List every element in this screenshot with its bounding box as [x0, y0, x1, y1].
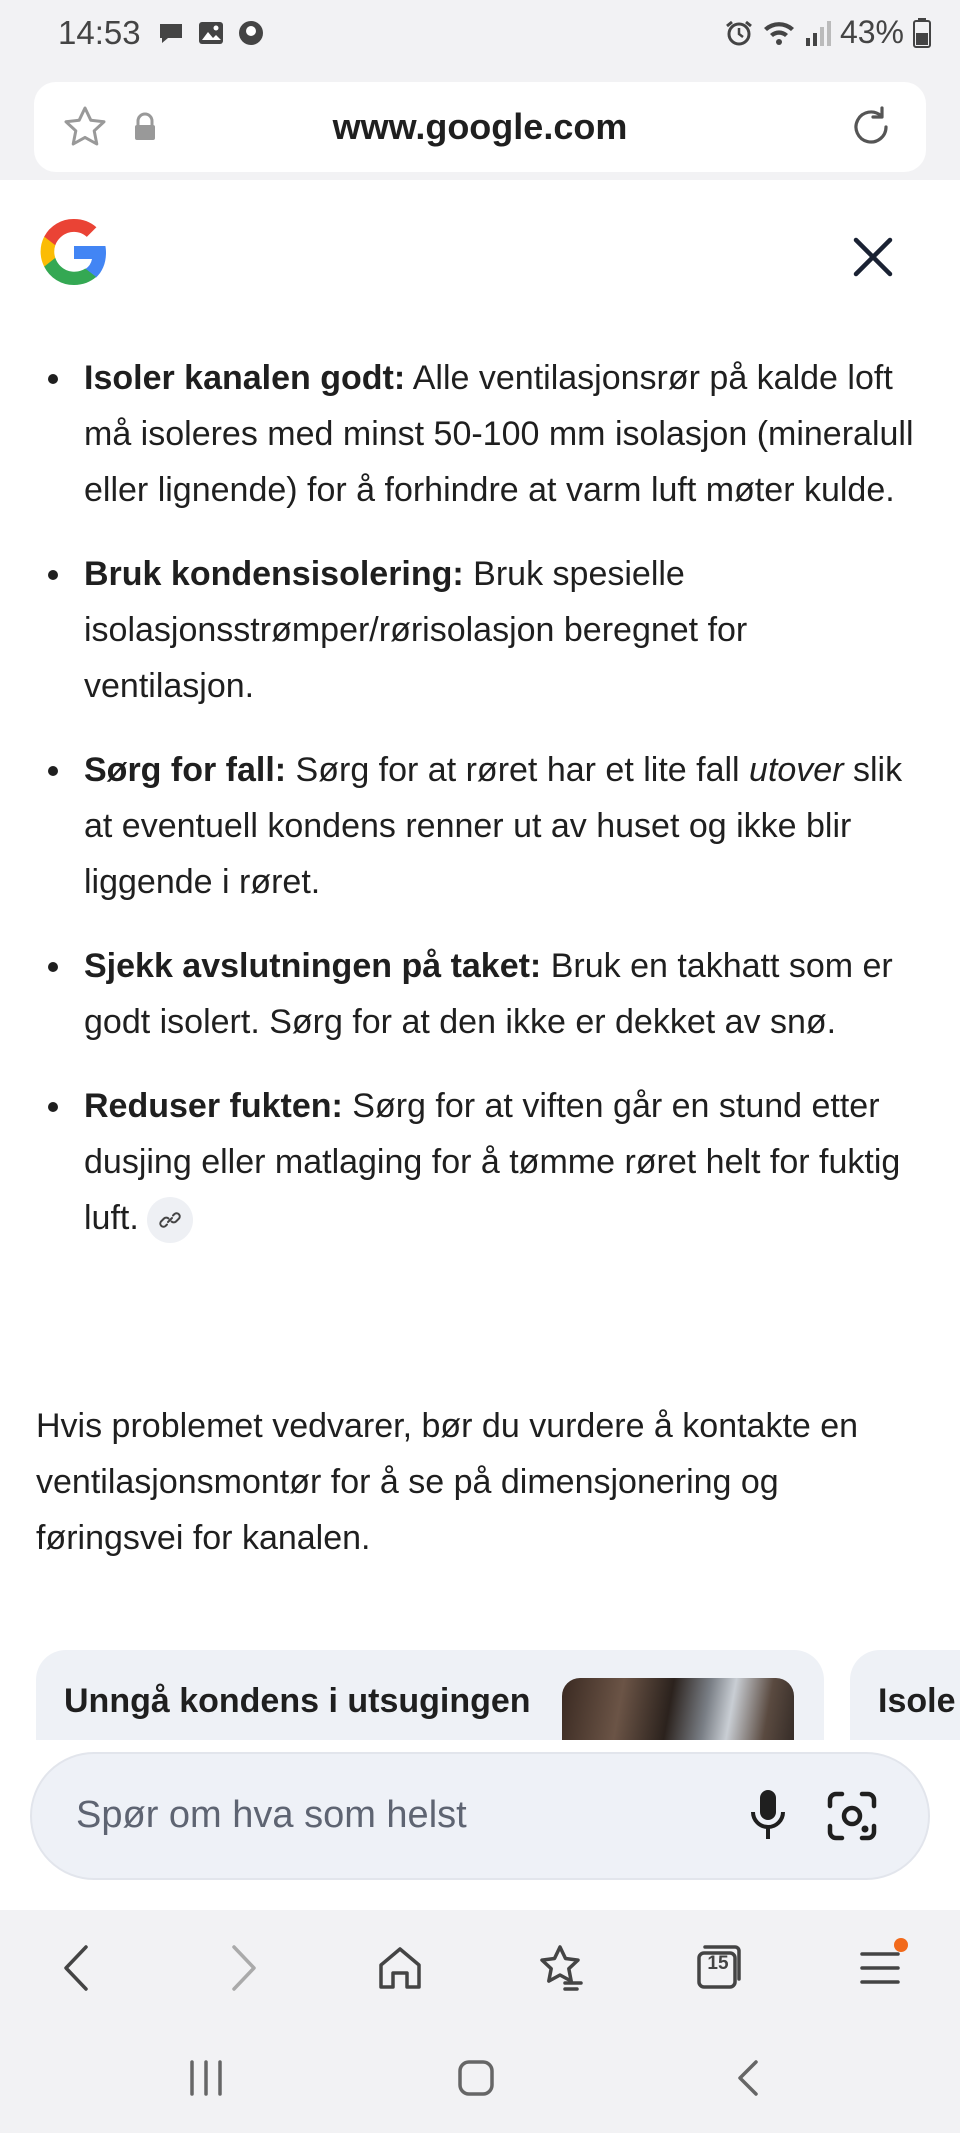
status-time: 14:53 [58, 14, 141, 51]
list-item [36, 938, 926, 1050]
url-text[interactable]: www.google.com [332, 106, 628, 147]
browser-toolbar [0, 1910, 960, 2022]
source-card[interactable] [850, 1650, 960, 1740]
menu-button[interactable] [850, 1938, 910, 1998]
bookmarks-star-icon [535, 1943, 585, 1993]
address-bar[interactable] [34, 82, 926, 172]
battery-icon [912, 17, 932, 49]
home-icon [375, 1943, 425, 1993]
tabs-count: 15 [707, 1953, 729, 1974]
ask-placeholder: Spør om hva som helst [76, 1794, 467, 1836]
recent-apps-icon[interactable] [186, 2058, 226, 2098]
ai-answer-panel [0, 180, 960, 1910]
source-card-title: Isole [878, 1682, 956, 1720]
reload-icon[interactable] [846, 102, 896, 152]
alarm-icon [724, 18, 754, 48]
tip-emphasis: utover [749, 751, 844, 789]
tip-heading: Sørg for fall: [84, 751, 287, 789]
tip-heading: Reduser fukten: [84, 1087, 343, 1125]
status-right [724, 14, 932, 51]
wifi-icon [762, 18, 796, 48]
microphone-icon[interactable] [748, 1786, 788, 1846]
source-cards [36, 1650, 960, 1740]
ask-input[interactable] [30, 1752, 930, 1880]
tip-heading: Bruk kondensisolering: [84, 555, 464, 593]
google-logo-icon [36, 214, 112, 290]
tip-text: Sørg for at viften går en stund etter dusjing eller matlaging for å tømme røret helt for fuktig luft. [84, 1087, 901, 1237]
tabs-button[interactable] [688, 1938, 748, 1998]
forward-button[interactable] [212, 1938, 272, 1998]
forward-arrow-icon [222, 1943, 262, 1993]
tip-text: Alle ventilasjonsrør på kalde loft må isoleres med minst 50-100 mm isolasjon (mineralull eller lignende) for å forhindre at varm luft møter kulde. [84, 359, 914, 509]
tip-text: Sørg for at røret har et lite fall [286, 751, 750, 789]
tip-text: Bruk spesielle isolasjonsstrømper/rørisolasjon beregnet for ventilasjon. [84, 555, 748, 705]
tips-list [36, 350, 926, 1274]
tip-heading: Isoler kanalen godt: [84, 359, 406, 397]
source-link-button[interactable] [147, 1197, 193, 1243]
gallery-icon [196, 18, 226, 48]
source-card-title: Unngå kondens i utsugingen [64, 1682, 531, 1720]
app-notification-icon [236, 18, 266, 48]
list-item [36, 1078, 926, 1246]
back-button[interactable] [48, 1938, 108, 1998]
google-lens-icon[interactable] [824, 1788, 880, 1844]
source-card-thumbnail [562, 1678, 794, 1740]
chat-icon [156, 18, 186, 48]
list-item [36, 742, 926, 910]
back-nav-icon[interactable] [728, 2058, 768, 2098]
notification-icons [156, 18, 266, 48]
list-item [36, 546, 926, 714]
list-item [36, 350, 926, 518]
back-arrow-icon [58, 1943, 98, 1993]
notification-dot [894, 1938, 908, 1952]
battery-percent: 43% [839, 14, 904, 50]
bookmarks-button[interactable] [530, 1938, 590, 1998]
close-icon[interactable] [848, 232, 898, 282]
home-nav-icon[interactable] [456, 2058, 496, 2098]
system-nav-bar [0, 2022, 960, 2133]
tip-heading: Sjekk avslutningen på taket: [84, 947, 542, 985]
tip-text: Bruk en takhatt som er godt isolert. Sørg for at den ikke er dekket av snø. [84, 947, 893, 1041]
summary-paragraph: Hvis problemet vedvarer, bør du vurdere å kontakte en ventilasjonsmontør for å se på dimensjonering og føringsvei for kanalen. [36, 1407, 859, 1557]
signal-icon [804, 18, 832, 48]
source-card[interactable] [36, 1650, 824, 1740]
menu-icon [858, 1946, 902, 1990]
status-bar [0, 0, 960, 72]
home-button[interactable] [370, 1938, 430, 1998]
link-icon [158, 1208, 182, 1232]
tip-text: slik at eventuell kondens renner ut av huset og ikke blir liggende i røret. [84, 751, 903, 901]
